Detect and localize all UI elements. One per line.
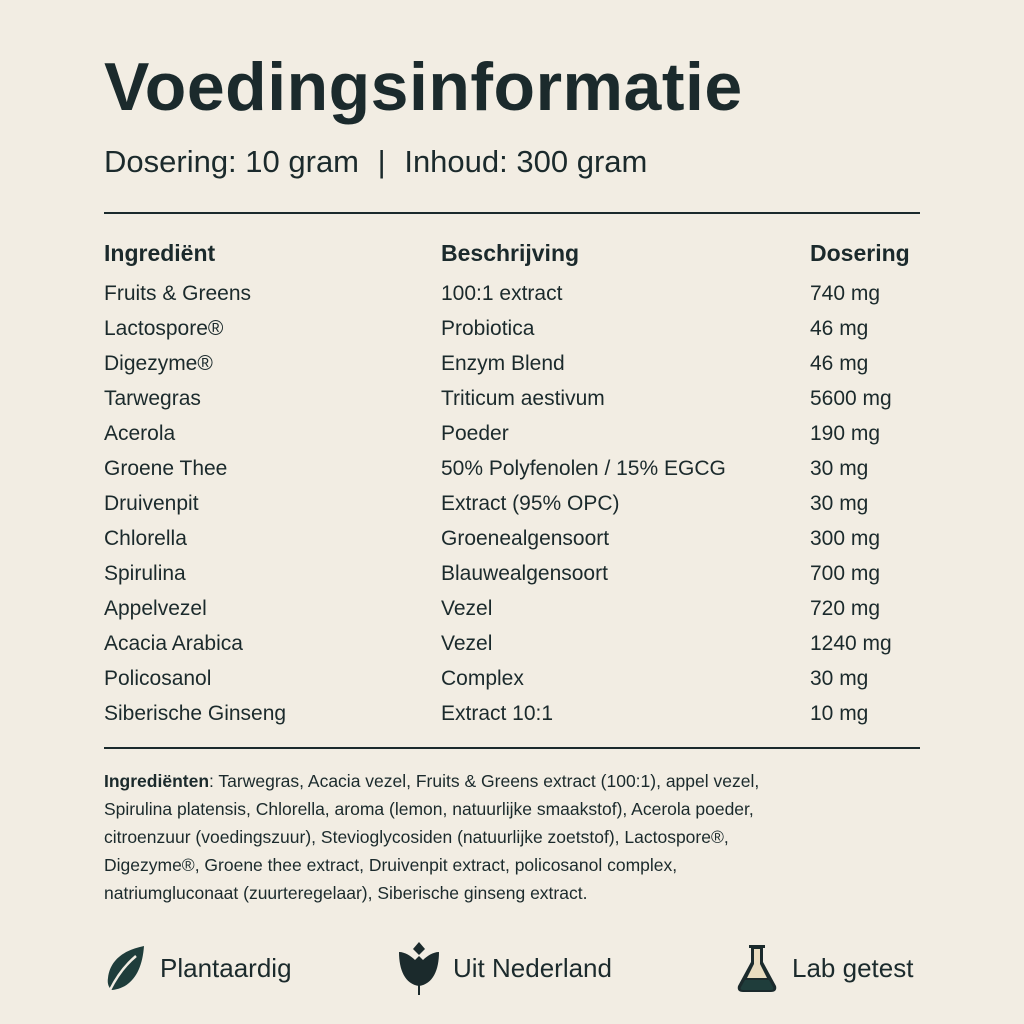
- ingredient-cell: Policosanol: [104, 667, 212, 690]
- dosage-cell: 300 mg: [810, 527, 881, 550]
- ingredient-cell: Spirulina: [104, 562, 186, 585]
- description-cell: Complex: [441, 667, 524, 690]
- ingredients-line: natriumgluconaat (zuurteregelaar), Siberische ginseng extract.: [104, 883, 588, 903]
- description-cell: 50% Polyfenolen / 15% EGCG: [441, 457, 726, 480]
- table-row: [0, 457, 1024, 492]
- dosage-cell: 46 mg: [810, 352, 869, 375]
- table-row: [0, 387, 1024, 422]
- table-row: [0, 492, 1024, 527]
- table-row: [0, 422, 1024, 457]
- leaf-icon: [104, 944, 148, 992]
- dosage-cell: 30 mg: [810, 457, 869, 480]
- table-row: [0, 352, 1024, 387]
- badge-label: Plantaardig: [160, 952, 292, 983]
- ingredients-list: [104, 767, 759, 907]
- description-cell: 100:1 extract: [441, 282, 563, 305]
- dosage-cell: 190 mg: [810, 422, 881, 445]
- header-dosage: Dosering: [810, 240, 910, 266]
- ingredient-cell: Tarwegras: [104, 387, 201, 410]
- dosage-cell: 720 mg: [810, 597, 881, 620]
- ingredient-cell: Digezyme®: [104, 352, 213, 375]
- description-cell: Extract 10:1: [441, 702, 554, 725]
- ingredients-label: Ingrediënten: [104, 771, 210, 791]
- ingredient-cell: Lactospore®: [104, 317, 224, 340]
- separator: |: [377, 144, 386, 179]
- table-row: [0, 562, 1024, 597]
- header-description: Beschrijving: [441, 240, 580, 266]
- badge-label: Lab getest: [792, 952, 914, 983]
- package-content: Inhoud: 300 gram: [404, 144, 648, 179]
- badge-lab-tested: [734, 940, 913, 996]
- subtitle: [104, 144, 647, 180]
- badge-label: Uit Nederland: [453, 952, 612, 983]
- tulip-icon: [397, 940, 441, 996]
- description-cell: Enzym Blend: [441, 352, 565, 375]
- table-row: [0, 317, 1024, 352]
- divider-top: [104, 212, 920, 214]
- header-ingredient: Ingrediënt: [104, 240, 216, 266]
- ingredients-line: : Tarwegras, Acacia vezel, Fruits & Greens extract (100:1), appel vezel,: [209, 771, 760, 791]
- table-row: [0, 702, 1024, 737]
- description-cell: Probiotica: [441, 317, 535, 340]
- description-cell: Vezel: [441, 597, 493, 620]
- ingredient-cell: Acacia Arabica: [104, 632, 243, 655]
- divider-bottom: [104, 747, 920, 749]
- ingredient-cell: Appelvezel: [104, 597, 207, 620]
- dosage-cell: 46 mg: [810, 317, 869, 340]
- ingredients-line: Spirulina platensis, Chlorella, aroma (lemon, natuurlijke smaakstof), Acerola poeder,: [104, 799, 754, 819]
- description-cell: Triticum aestivum: [441, 387, 605, 410]
- table-row: [0, 282, 1024, 317]
- dosage-cell: 30 mg: [810, 492, 869, 515]
- dosage-cell: 5600 mg: [810, 387, 892, 410]
- ingredient-cell: Chlorella: [104, 527, 187, 550]
- table-row: [0, 667, 1024, 702]
- table-row: [0, 632, 1024, 667]
- ingredients-line: Digezyme®, Groene thee extract, Druivenpit extract, policosanol complex,: [104, 855, 678, 875]
- flask-icon: [734, 942, 780, 994]
- ingredient-cell: Siberische Ginseng: [104, 702, 287, 725]
- serving-size: Dosering: 10 gram: [104, 144, 360, 179]
- nutrition-table: [0, 282, 1024, 737]
- ingredients-line: citroenzuur (voedingszuur), Stevioglycosiden (natuurlijke zoetstof), Lactospore®,: [104, 827, 729, 847]
- description-cell: Extract (95% OPC): [441, 492, 620, 515]
- description-cell: Blauwealgensoort: [441, 562, 608, 585]
- dosage-cell: 740 mg: [810, 282, 881, 305]
- ingredient-cell: Groene Thee: [104, 457, 228, 480]
- badge-plant-based: [104, 940, 292, 996]
- description-cell: Vezel: [441, 632, 493, 655]
- ingredient-cell: Fruits & Greens: [104, 282, 252, 305]
- ingredient-cell: Druivenpit: [104, 492, 199, 515]
- description-cell: Groenealgensoort: [441, 527, 610, 550]
- dosage-cell: 10 mg: [810, 702, 869, 725]
- dosage-cell: 30 mg: [810, 667, 869, 690]
- ingredient-cell: Acerola: [104, 422, 176, 445]
- page-title: Voedingsinformatie: [104, 49, 743, 125]
- table-row: [0, 527, 1024, 562]
- dosage-cell: 700 mg: [810, 562, 881, 585]
- badge-netherlands: [397, 940, 612, 996]
- description-cell: Poeder: [441, 422, 509, 445]
- table-row: [0, 597, 1024, 632]
- dosage-cell: 1240 mg: [810, 632, 892, 655]
